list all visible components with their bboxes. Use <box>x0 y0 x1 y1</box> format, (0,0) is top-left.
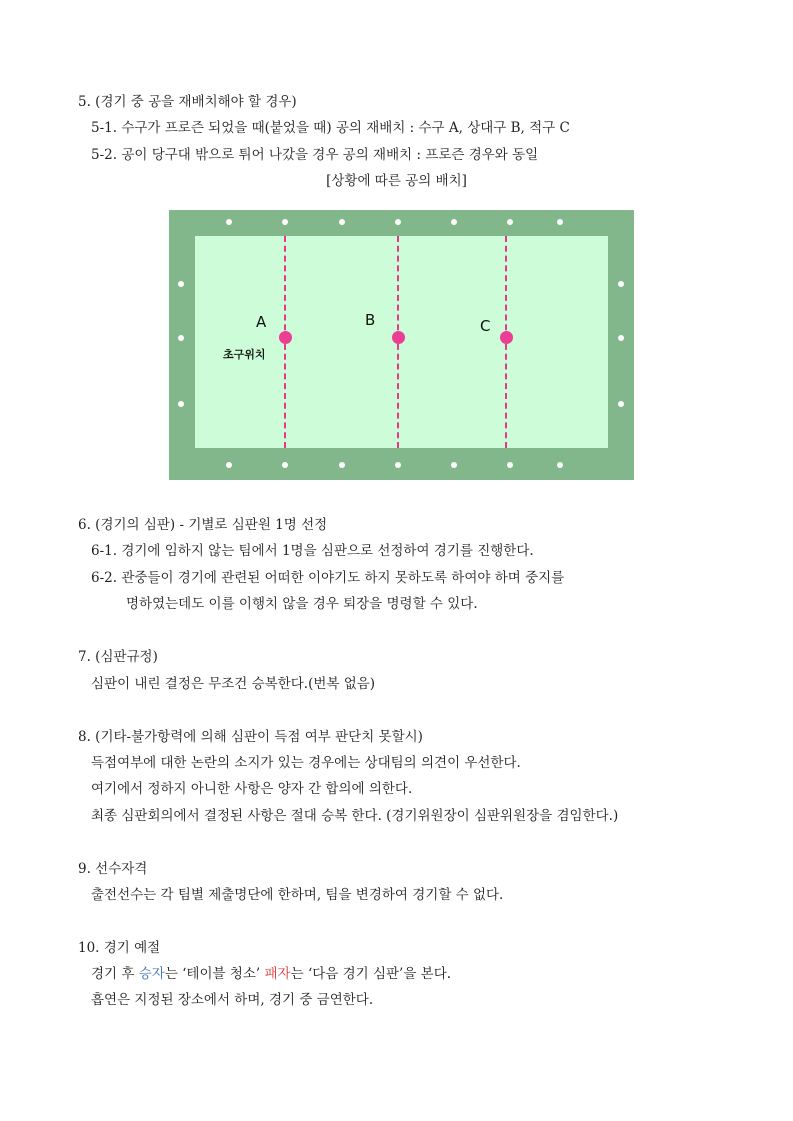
section-8-line-2: 여기에서 정하지 아니한 사항은 양자 간 합의에 의한다. <box>91 781 413 797</box>
rail-diamond <box>507 462 513 468</box>
loser-text: 패자 <box>264 966 291 982</box>
diagram-caption: [상황에 따른 공의 배치] <box>326 173 467 189</box>
section-8-title: 8. (기타-불가항력에 의해 심판이 득점 여부 판단치 못할시) <box>78 729 423 745</box>
section-6-item-2-cont: 명하였는데도 이를 이행치 않을 경우 퇴장을 명령할 수 있다. <box>126 596 478 612</box>
section-6-title: 6. (경기의 심판) - 기별로 심판원 1명 선정 <box>78 517 328 533</box>
cue-position-label: 초구위치 <box>223 348 266 361</box>
section-6-item-1: 6-1. 경기에 임하지 않는 팀에서 1명을 심판으로 선정하여 경기를 진행한다. <box>91 543 534 559</box>
ball-b-label: B <box>365 311 376 329</box>
ball-b <box>392 331 405 344</box>
section-8-line-3: 최종 심판회의에서 결정된 사항은 절대 승복 한다. (경기위원장이 심판위원장을 겸임한다.) <box>91 808 619 824</box>
table-felt <box>195 236 608 448</box>
rail-diamond <box>451 219 457 225</box>
section-5-title: 5. (경기 중 공을 재배치해야 할 경우) <box>78 94 297 110</box>
etiquette-text: 는 ‘테이블 청소’ <box>164 966 265 982</box>
winner-text: 승자 <box>138 966 165 982</box>
rail-diamond <box>178 335 184 341</box>
rail-diamond <box>226 219 232 225</box>
section-8-line-1: 득점여부에 대한 논란의 소지가 있는 경우에는 상대팀의 의견이 우선한다. <box>91 755 521 771</box>
section-7-title: 7. (심판규정) <box>78 649 158 665</box>
rail-diamond <box>178 401 184 407</box>
rail-diamond <box>395 219 401 225</box>
rail-diamond <box>451 462 457 468</box>
section-10-line-1 <box>91 964 451 984</box>
section-10-line-2: 흡연은 지정된 장소에서 하며, 경기 중 금연한다. <box>91 992 374 1008</box>
rail-diamond <box>339 462 345 468</box>
ball-c-label: C <box>480 317 491 335</box>
rail-diamond <box>618 335 624 341</box>
etiquette-text: 는 ‘다음 경기 심판’을 본다. <box>290 966 452 982</box>
rail-diamond <box>339 219 345 225</box>
rail-diamond <box>618 401 624 407</box>
rail-diamond <box>395 462 401 468</box>
section-5-item-1: 5-1. 수구가 프로즌 되었을 때(붙었을 때) 공의 재배치 : 수구 A, 상대구 B, 적구 C <box>91 120 570 136</box>
ball-a <box>279 331 292 344</box>
billiard-table-diagram <box>169 210 634 480</box>
section-9-title: 9. 선수자격 <box>78 861 148 877</box>
rail-diamond <box>618 281 624 287</box>
rail-diamond <box>226 462 232 468</box>
etiquette-text: 경기 후 <box>91 966 139 982</box>
section-7-line-1: 심판이 내린 결정은 무조건 승복한다.(번복 없음) <box>91 676 376 692</box>
ball-a-label: A <box>256 313 267 331</box>
section-5-item-2: 5-2. 공이 당구대 밖으로 튀어 나갔을 경우 공의 재배치 : 프로즌 경우와 동일 <box>91 147 539 163</box>
rail-diamond <box>507 219 513 225</box>
section-6-item-2: 6-2. 관중들이 경기에 관련된 어떠한 이야기도 하지 못하도록 하여야 하며 중지를 <box>91 570 565 586</box>
section-10-title: 10. 경기 예절 <box>78 940 161 956</box>
ball-c <box>500 331 513 344</box>
rail-diamond <box>282 462 288 468</box>
rail-diamond <box>557 462 563 468</box>
section-9-line-1: 출전선수는 각 팀별 제출명단에 한하며, 팀을 변경하여 경기할 수 없다. <box>91 887 504 903</box>
rail-diamond <box>282 219 288 225</box>
rail-diamond <box>557 219 563 225</box>
rail-diamond <box>178 281 184 287</box>
